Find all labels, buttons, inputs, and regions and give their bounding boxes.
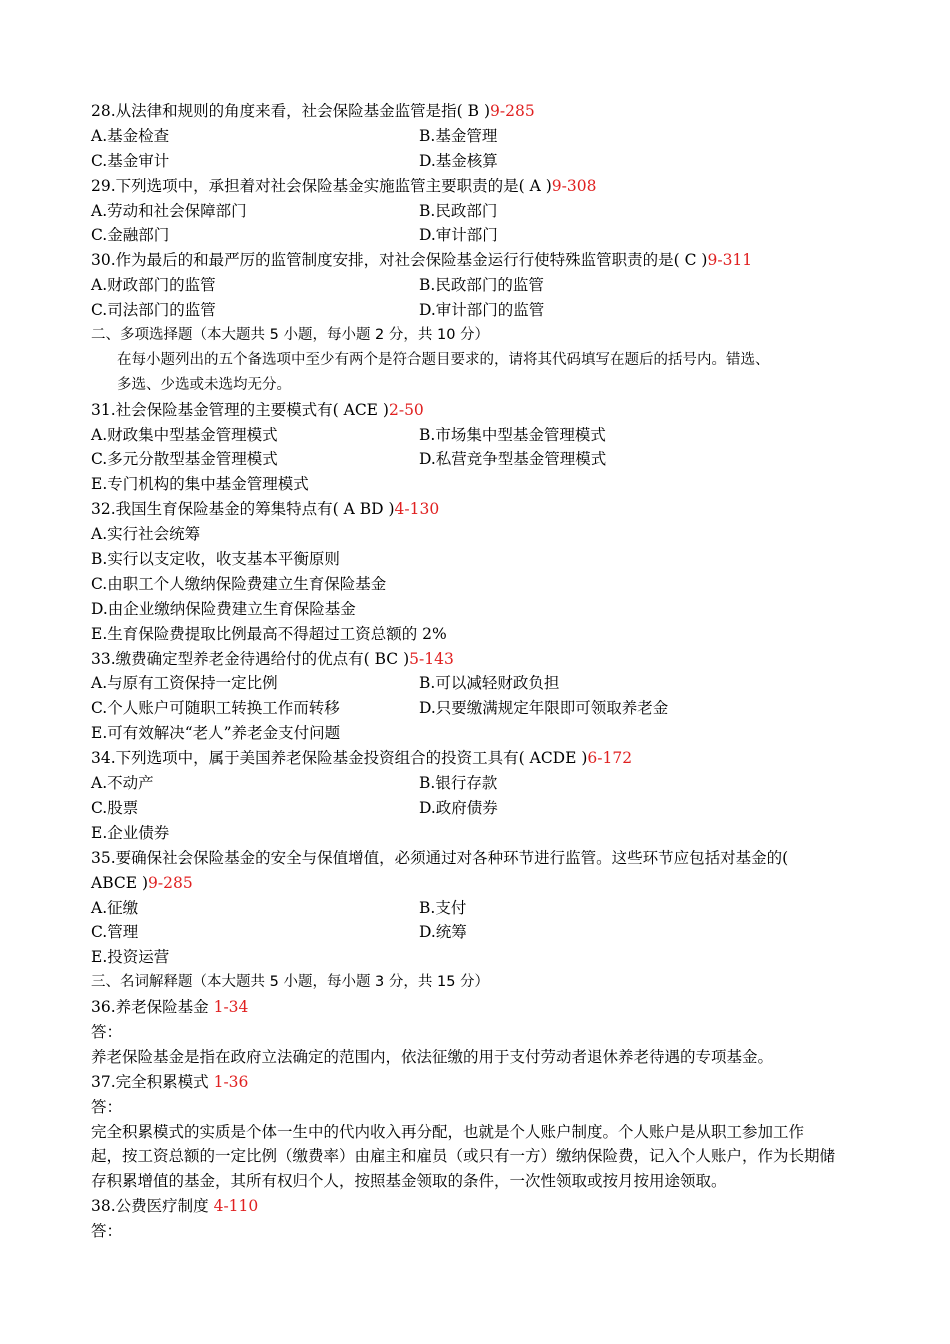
option-a: A.不动产 (91, 774, 154, 793)
option-b: B.民政部门的监管 (419, 276, 544, 295)
page-reference: 9-311 (707, 251, 753, 270)
page-reference: 2-50 (388, 400, 424, 419)
exam-page (91, 99, 871, 1244)
question-32 (91, 497, 871, 522)
option-e: E.专门机构的集中基金管理模式 (91, 475, 309, 494)
page-reference: 6-172 (587, 749, 633, 768)
option-row (91, 124, 871, 149)
option-d: D.私营竞争型基金管理模式 (419, 450, 607, 469)
question-stem: 34.下列选项中，属于美国养老保险基金投资组合的投资工具有( ACDE ) (91, 749, 588, 768)
option-row (91, 298, 871, 323)
option-c: C.股票 (91, 798, 139, 817)
option-d: D.审计部门 (419, 226, 498, 245)
page-reference: 4-130 (394, 500, 440, 519)
question-stem-cont: ABCE ) (91, 873, 149, 892)
question-36 (91, 995, 871, 1020)
question-33 (91, 647, 871, 672)
option-c: C.管理 (91, 923, 139, 942)
section-instructions-cont: 多选、少选或未选均无分。 (117, 376, 291, 393)
answer-label: 答： (91, 1222, 123, 1241)
question-stem: 38.公费医疗制度 (91, 1197, 214, 1216)
page-reference: 9-285 (148, 873, 193, 892)
option-b: B.基金管理 (419, 126, 498, 145)
page-reference: 9-285 (490, 102, 535, 120)
option-b: B.支付 (419, 898, 467, 917)
section-heading-multiple-choice: 二、多项选择题（本大题共 5 小题，每小题 2 分，共 10 分） (91, 327, 490, 344)
option-row (91, 447, 871, 472)
option-d: D.只要缴满规定年限即可领取养老金 (419, 699, 669, 718)
option-a: A.实行社会统筹 (91, 525, 201, 544)
question-37 (91, 1070, 871, 1095)
option-row (91, 771, 871, 796)
option-row (91, 223, 871, 248)
option-c: C.基金审计 (91, 151, 170, 170)
option-b: B.银行存款 (419, 774, 498, 793)
answer-label: 答： (91, 1097, 123, 1116)
option-a: A.征缴 (91, 898, 139, 917)
option-a: A.基金检查 (91, 126, 170, 145)
question-38 (91, 1194, 871, 1219)
option-c: C.金融部门 (91, 226, 170, 245)
answer-text-cont: 存积累增值的基金，其所有权归个人，按照基金领取的条件，一次性领取或按月按用途领取。 (91, 1172, 727, 1191)
option-b: B.市场集中型基金管理模式 (419, 425, 606, 444)
question-31 (91, 398, 871, 423)
option-b: B.可以减轻财政负担 (419, 674, 560, 693)
question-stem: 36.养老保险基金 (91, 998, 214, 1017)
option-a: A.财政集中型基金管理模式 (91, 425, 278, 444)
option-row (91, 896, 871, 921)
question-stem: 37.完全积累模式 (91, 1072, 214, 1091)
question-stem: 28.从法律和规则的角度来看，社会保险基金监管是指( B ) (91, 102, 490, 120)
question-stem: 32.我国生育保险基金的筹集特点有( A BD ) (91, 500, 395, 519)
option-row (91, 423, 871, 448)
question-stem: 30.作为最后的和最严厉的监管制度安排，对社会保险基金运行行使特殊监管职责的是( C ) (91, 251, 708, 270)
question-35-cont (91, 871, 871, 896)
option-c: C.司法部门的监管 (91, 301, 216, 320)
page-reference: 5-143 (409, 649, 454, 668)
option-row (91, 273, 871, 298)
option-e: E.企业债券 (91, 823, 170, 842)
option-c: C.多元分散型基金管理模式 (91, 450, 278, 469)
option-c: C.由职工个人缴纳保险费建立生育保险基金 (91, 574, 387, 593)
option-e: E.生育保险费提取比例最高不得超过工资总额的 2% (91, 624, 447, 643)
option-e: E.投资运营 (91, 948, 170, 967)
option-d: D.统筹 (419, 923, 467, 942)
question-stem: 31.社会保险基金管理的主要模式有( ACE ) (91, 400, 389, 419)
page-reference: 1-36 (213, 1072, 249, 1091)
question-28 (91, 99, 871, 124)
option-e: E.可有效解决“老人”养老金支付问题 (91, 724, 341, 743)
section-heading-term-definitions: 三、名词解释题（本大题共 5 小题，每小题 3 分，共 15 分） (91, 974, 490, 991)
page-reference: 4-110 (213, 1197, 259, 1216)
option-a: A.与原有工资保持一定比例 (91, 674, 278, 693)
option-b: B.实行以支定收，收支基本平衡原则 (91, 550, 340, 569)
option-d: D.基金核算 (419, 151, 498, 170)
option-row (91, 149, 871, 174)
answer-text-cont: 起，按工资总额的一定比例（缴费率）由雇主和雇员（或只有一方）缴纳保险费，记入个人账户，作为长期储 (91, 1147, 836, 1166)
question-30 (91, 248, 871, 273)
answer-text: 完全积累模式的实质是个体一生中的代内收入再分配，也就是个人账户制度。个人账户是从职工参加工作 (91, 1122, 805, 1141)
option-row (91, 696, 871, 721)
option-d: D.审计部门的监管 (419, 301, 545, 320)
option-a: A.财政部门的监管 (91, 276, 216, 295)
page-reference: 9-308 (551, 176, 597, 195)
question-35: 35.要确保社会保险基金的安全与保值增值，必须通过对各种环节进行监管。这些环节应包括对基金的( (91, 848, 789, 867)
section-instructions: 在每小题列出的五个备选项中至少有两个是符合题目要求的，请将其代码填写在题后的括号内。错选、 (117, 351, 770, 368)
option-a: A.劳动和社会保障部门 (91, 201, 247, 220)
option-c: C.个人账户可随职工转换工作而转移 (91, 699, 340, 718)
option-d: D.政府债券 (419, 798, 498, 817)
question-34 (91, 746, 871, 771)
option-b: B.民政部门 (419, 201, 498, 220)
page-reference: 1-34 (213, 998, 249, 1017)
option-row (91, 671, 871, 696)
question-stem: 29.下列选项中，承担着对社会保险基金实施监管主要职责的是( A ) (91, 176, 552, 195)
answer-text: 养老保险基金是指在政府立法确定的范围内，依法征缴的用于支付劳动者退休养老待遇的专项基金。 (91, 1047, 774, 1066)
option-row (91, 920, 871, 945)
question-stem: 33.缴费确定型养老金待遇给付的优点有( BC ) (91, 649, 410, 668)
answer-label: 答： (91, 1022, 123, 1041)
option-d: D.由企业缴纳保险费建立生育保险基金 (91, 599, 356, 618)
question-29 (91, 174, 871, 199)
option-row (91, 199, 871, 224)
option-row (91, 796, 871, 821)
